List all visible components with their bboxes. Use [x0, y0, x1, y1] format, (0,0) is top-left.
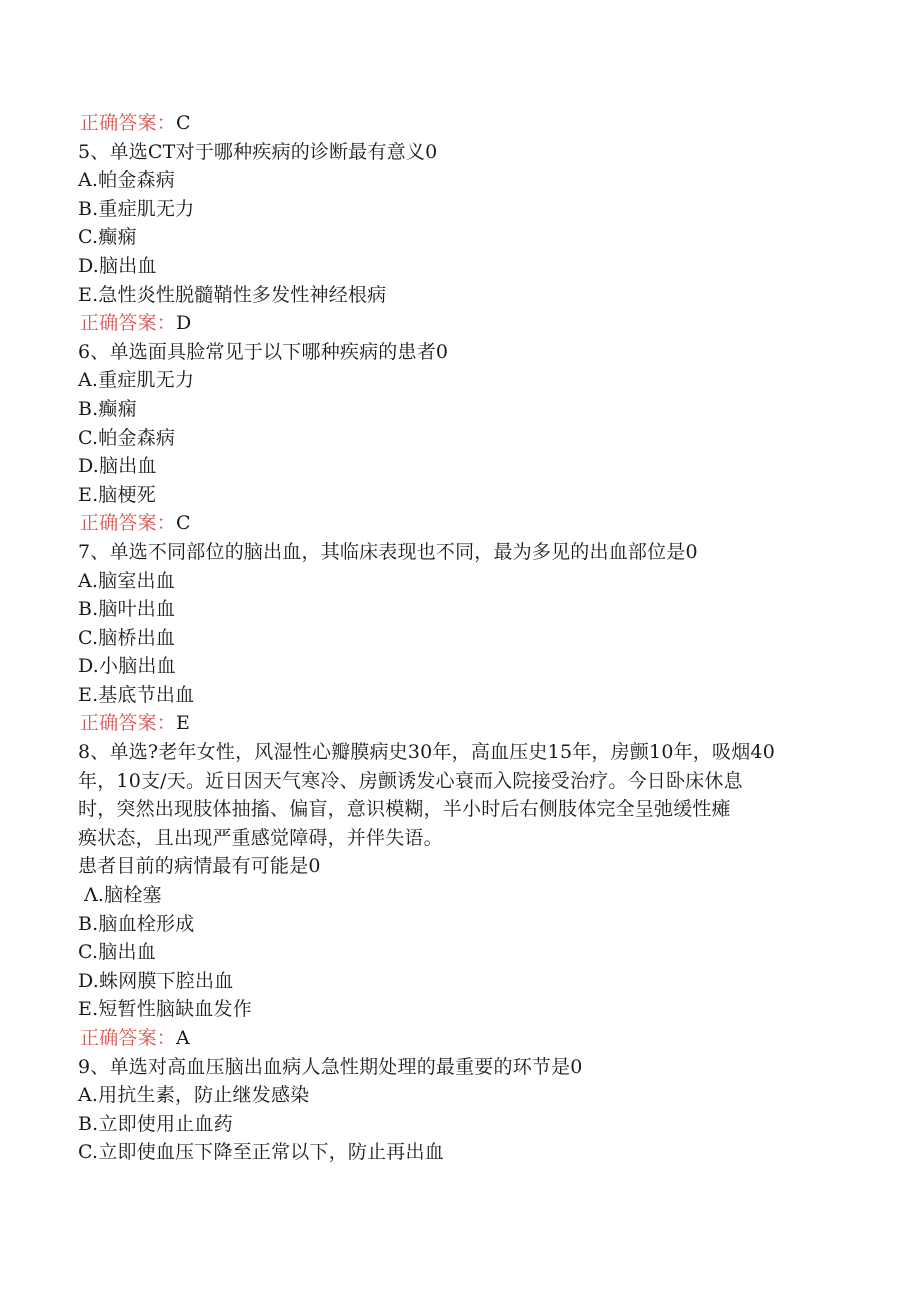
question-7-text: 7、单选不同部位的脑出血，其临床表现也不同，最为多见的出血部位是0 [78, 540, 698, 563]
question-6-option-a: A.重症肌无力 [78, 369, 195, 392]
question-9-option-c: C.立即使血压下降至正常以下，防止再出血 [78, 1141, 444, 1164]
answer-value: C [176, 512, 191, 535]
question-8-text-line-4: 痪状态，且出现严重感觉障碍，并伴失语。 [78, 826, 443, 849]
question-8-option-e: E.短暂性脑缺血发作 [78, 998, 252, 1021]
answer-value: E [176, 712, 191, 735]
question-8-option-c: C.脑出血 [78, 941, 156, 964]
question-9-option-a: A.用抗生素，防止继发感染 [78, 1084, 310, 1107]
answer-label: 正确答案： [80, 112, 177, 134]
question-5-option-b: B.重症肌无力 [78, 197, 195, 220]
answer-line [80, 109, 858, 138]
question-8-answer [80, 1024, 858, 1053]
question-7-option-e: E.基底节出血 [78, 683, 195, 706]
question-6-text: 6、单选面具脸常见于以下哪种疾病的患者0 [78, 340, 449, 363]
question-8-text-line-3: 时，突然出现肢体抽搐、偏盲，意识模糊，半小时后右侧肢体完全呈弛缓性瘫 [78, 798, 731, 821]
question-6-option-d: D.脑出血 [78, 455, 157, 478]
question-6-option-c: C.帕金森病 [78, 426, 176, 449]
question-5-option-a: A.帕金森病 [78, 169, 175, 192]
question-5-text: 5、单选CT对于哪种疾病的诊断最有意义0 [78, 140, 438, 163]
question-8-option-b: B.脑血栓形成 [78, 912, 195, 935]
question-7-option-d: D.小脑出血 [78, 655, 176, 678]
question-5-answer [80, 309, 858, 338]
question-7-option-a: A.脑室出血 [78, 569, 175, 592]
answer-label: 正确答案： [80, 512, 177, 535]
question-8-text-line-2: 年，10支/天。近日因天气寒冷、房颤诱发心衰而入院接受治疗。今日卧床休息 [78, 769, 743, 792]
answer-label: 正确答案： [80, 712, 177, 735]
question-6-option-b: B.癫痫 [78, 397, 137, 420]
document-page [78, 109, 858, 1167]
question-8-option-d: D.蛛网膜下腔出血 [78, 969, 234, 992]
question-6-answer [80, 509, 858, 538]
question-7-option-c: C.脑桥出血 [78, 626, 176, 649]
question-5-option-d: D.脑出血 [78, 254, 157, 277]
question-6-option-e: E.脑梗死 [78, 483, 156, 506]
answer-label: 正确答案： [80, 312, 177, 335]
answer-value: A [176, 1027, 190, 1049]
question-7-option-b: B.脑叶出血 [78, 598, 176, 621]
answer-value: D [176, 312, 192, 335]
question-8-text-line-1: 8、单选?老年女性，风湿性心瓣膜病史30年，高血压史15年，房颤10年，吸烟40 [78, 741, 775, 764]
answer-label: 正确答案： [80, 1027, 177, 1049]
question-8-text-line-5: 患者目前的病情最有可能是0 [78, 855, 321, 878]
question-7-answer [80, 709, 858, 738]
question-9-option-b: B.立即使用止血药 [78, 1112, 233, 1135]
question-5-option-c: C.癫痫 [78, 226, 137, 249]
answer-value: C [176, 112, 191, 134]
question-5-option-e: E.急性炎性脱髓鞘性多发性神经根病 [78, 283, 387, 306]
question-9-text: 9、单选对高血压脑出血病人急性期处理的最重要的环节是0 [78, 1055, 583, 1078]
question-8-option-a: Λ.脑栓塞 [84, 884, 162, 907]
